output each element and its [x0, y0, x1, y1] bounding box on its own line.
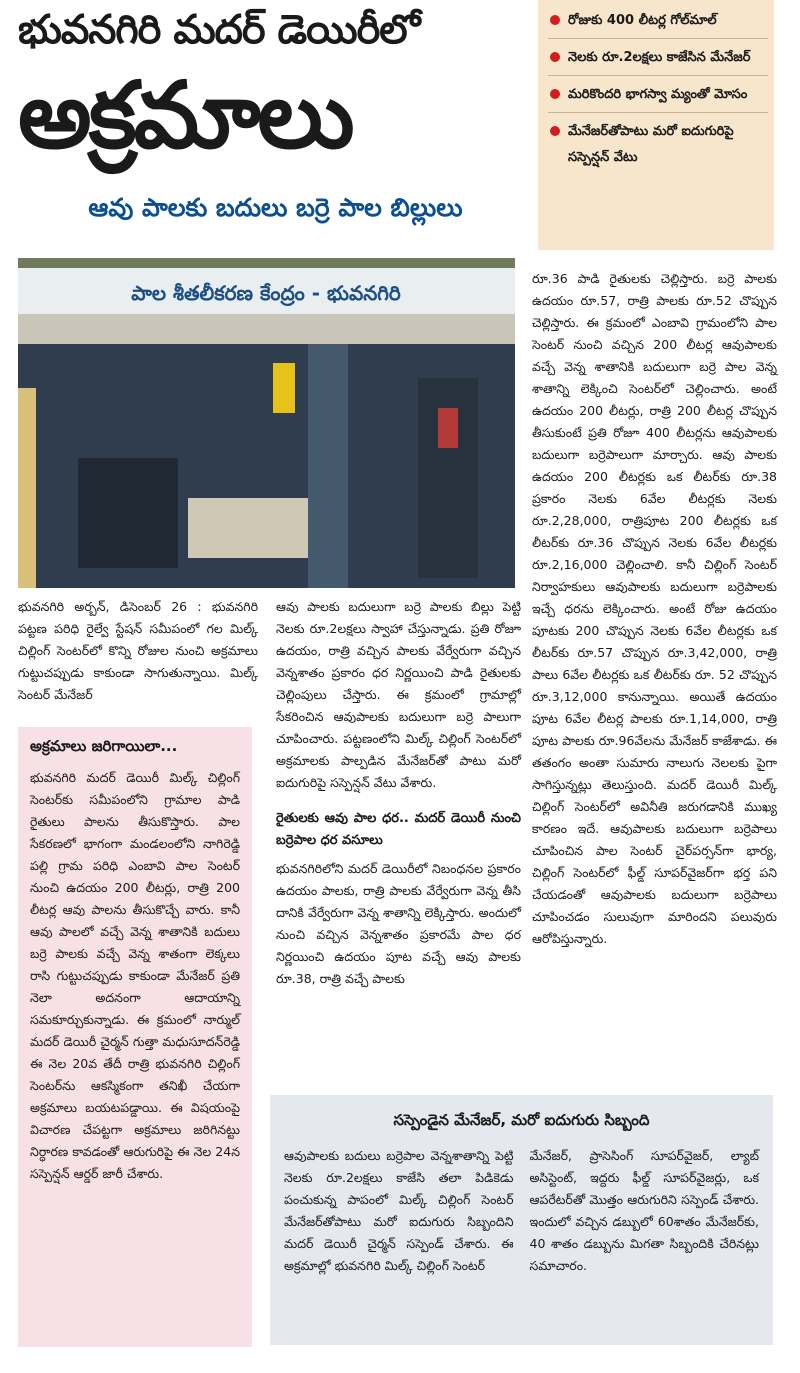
sidebar-col-2: మేనేజర్, ప్రాసెసింగ్ సూపర్‌వైజర్, ల్యాబ్ అసిస్టెంట్, ఇద్దరు ఫీల్డ్ సూపర్‌వైజర్లు, ఒక ఆపరేటర్‌తో మొత్తం ఆరుగురిని సస్పెండ్ చేశారు. ఇందులో వచ్చిన డబ్బులో 60శాతం మేనేజర్‌కు, 40 శాతం డబ్బును మిగతా సిబ్బందికి చేరినట్లు సమాచారం.	[529, 1148, 759, 1273]
subheadline: ఆవు పాలకు బదులు బర్రె పాల బిల్లులు	[88, 193, 463, 222]
col2-subheading: రైతులకు ఆవు పాల ధర.. మదర్ డెయిరీ నుంచి బర్రెపాల ధర వసూలు	[276, 811, 521, 848]
bullet-icon	[550, 52, 560, 62]
news-photo	[18, 258, 515, 588]
highlight-item: మరికొందరి భాగస్వా మ్యంతో మోసం	[548, 82, 768, 113]
column-2	[276, 596, 521, 990]
highlights-box	[538, 0, 774, 250]
bullet-icon	[550, 89, 560, 99]
photo-sign-text: పాల శీతలీకరణ కేంద్రం - భువనగిరి	[131, 281, 401, 305]
sidebar-suspended-staff	[270, 1095, 773, 1345]
headline: అక్రమాలు	[18, 62, 352, 169]
col2-paragraph-2: భువనగిరిలోని మదర్ డెయిరీలో నిబంధనల ప్రకారం ఉదయం పాలకు, రాత్రి పాలకు వేర్వేరుగా వెన్న తీసి దానికి వేర్వేరుగా వెన్న శాతాన్ని లెక్కిస్తారు. అందులో నుంచి వచ్చిన వెన్నశాతం ప్రకారమే పాల ధర నిర్ణయించి ఉదయం పూట వచ్చే ఆవు పాలకు రూ.38, రాత్రి వచ్చే పాలకు	[276, 861, 521, 986]
col2-paragraph: ఆవు పాలకు బదులుగా బర్రె పాలకు బిల్లు పెట్టి నెలకు రూ.2లక్షలు స్వాహా చేస్తున్నాడు. ప్రతి రోజూ ఉదయం, రాత్రి వచ్చిన పాలకు వేర్వేరుగా వచ్చిన వెన్నశాతం ప్రకారం ధర నిర్ణయించి పాడి రైతులకు చెల్లింపులు చేస్తారు. ఈ క్రమంలో గ్రామాల్లో సేకరించిన ఆవుపాలకు బదులుగా బర్రె పాలుగా చూపించారు. పట్టణంలోని మిల్క్ చిల్లింగ్ సెంటర్‌లో అక్రమాలకు పాల్పడిన మేనేజర్‌తో పాటు మరో ఐదుగురిపై సస్పెన్షన్ వేటు వేశారు.	[276, 599, 521, 790]
highlight-item: నెలకు రూ.2లక్షలు కాజేసిన మేనేజర్	[548, 45, 768, 76]
highlight-item: రోజుకు 400 లీటర్ల గోల్‌మాల్	[548, 8, 768, 39]
sidebar-how-it-happened	[18, 727, 252, 1347]
sidebar-body: భువనగిరి మదర్ డెయిరీ మిల్క్ చిల్లింగ్ సెంటర్‌కు సమీపంలోని గ్రామాల పాడి రైతులు పాలను తీసుకొస్తారు. పాల సేకరణలో భాగంగా మండలంలోని నాగిరెడ్డి పల్లి గ్రామ పరిధి ఎంబావి పాల సెంటర్ నుంచి ఉదయం 200 లీటర్లు, రాత్రి 200 లీటర్ల ఆవు పాలను తీసుకొచ్చే వారు. కానీ ఆవు పాలలో వచ్చే వెన్న శాతానికి బదులు బర్రె పాలకు వచ్చే వెన్న శాతంగా లెక్కలు రాసి గుట్టుచప్పుడు కాకుండా మేనేజర్ ప్రతి నెలా అదనంగా ఆదాయాన్ని సమకూర్చుకున్నాడు. ఈ క్రమంలో నార్ముల్ మదర్ డెయిరీ చైర్మన్ గుత్తా మధుసూదన్‌రెడ్డి ఈ నెల 20వ తేదీ రాత్రి భువనగిరి చిల్లింగ్ సెంటర్‌ను ఆకస్మికంగా తనిఖీ చేయగా అక్రమాలు బయటపడ్డాయి. ఈ విషయంపై విచారణ చేపట్టగా అక్రమాలు జరిగినట్టు నిర్ధారణ కావడంతో ఆరుగురిపై ఈ నెల 24న సస్పెన్షన్ ఆర్డర్ జారీ చేశారు.	[30, 770, 240, 1181]
column-3: రూ.36 పాడి రైతులకు చెల్లిస్తారు. బర్రె పాలకు ఉదయం రూ.57, రాత్రి పాలకు రూ.52 చొప్పున చెల్లిస్తారు. ఈ క్రమంలో ఎంబావి గ్రామంలోని పాల సెంటర్ నుంచి వచ్చిన 200 లీటర్ల ఆవుపాలకు వచ్చే వెన్న శాతానికి బదులుగా బర్రె పాల వెన్న శాతాన్ని లెక్కించి సెంటర్‌లో చెల్లించారు. అంటే ఉదయం 200 లీటర్లు, రాత్రి 200 లీటర్ల చొప్పున తీసుకుంటే ప్రతి రోజూ 400 లీటర్లను ఆవుపాలకు బదులుగా బర్రెపాలుగా మార్చారు. ఆవు పాలకు ఉదయం 200 లీటర్లకు ఒక లీటర్‌కు రూ.38 ప్రకారం నెలకు 6వేల లీటర్లకు నెలకు రూ.2,28,000, రాత్రిపూట 200 లీటర్లకు ఒక లీటర్‌కు రూ.36 చొప్పున నెలకు 6వేల లీటర్లకు రూ.2,16,000 చెల్లించాలి. కానీ చిల్లింగ్ సెంటర్ నిర్వాహకులు ఆవుపాలకు బదులుగా బర్రెపాలకు ఇచ్చే ధరను లెక్కించారు. అంటే రోజు ఉదయం పూటకు 200 చొప్పున నెలకు 6వేల లీటర్లకు ఒక లీటర్‌కు రూ.57 చొప్పున రూ.3,42,000, రాత్రి పాలు 6వేల లీటర్లకు ఒక లీటర్‌కు రూ. 52 చొప్పున రూ.3,12,000 కానున్నాయి. అయితే ఉదయం పూట 6వేల లీటర్ల పాలకు రూ.1,14,000, రాత్రి పూట పాలకు రూ.96వేలను మేనేజర్ కాజేశాడు. ఈ తతంగం అంతా సుమారు నాలుగు నెలలకు పైగా సాగిస్తున్నట్లు తెలుస్తుంది. మదర్ డెయిరీ మిల్క్ చిల్లింగ్ సెంటర్‌లో అవినీతి జరుగడానికి ముఖ్య కారణం ఇదే. ఆవుపాలకు బదులుగా బర్రెపాలు చూపించిన పాల సెంటర్ చైర్‌పర్సన్‌గా భార్య, చిల్లింగ్ సెంటర్‌లో ఫీల్డ్ సూపర్‌వైజర్‌గా భర్త పని చేయడంతో ఆవుపాలకు బదులుగా బర్రెపాలు చూపించడం సులువుగా మారిందని పలువురు ఆరోపిస్తున్నారు.	[532, 271, 777, 946]
sidebar-title: సస్పెండైన మేనేజర్, మరో ఐదుగురు సిబ్బంది	[393, 1111, 650, 1129]
lead-paragraph: భువనగిరి అర్బన్, డిసెంబర్ 26 : భువనగిరి పట్టణ పరిధి రైల్వే స్టేషన్ సమీపంలో గల మిల్క్ చిల్లింగ్ సెంటర్‌లో కొన్ని రోజుల నుంచి అక్రమాలు గుట్టుచప్పుడు కాకుండా సాగుతున్నాయి. మిల్క్ సెంటర్ మేనేజర్	[18, 599, 258, 702]
bullet-icon	[550, 126, 560, 136]
sidebar-title: అక్రమాలు జరిగాయిలా...	[30, 737, 178, 755]
highlight-item: మేనేజర్‌తోపాటు మరో ఐదుగురిపై సస్పెన్షన్ వేటు	[548, 119, 768, 175]
sidebar-col-1: ఆవుపాలకు బదులు బర్రెపాల వెన్నశాతాన్ని పెట్టి నెలకు రూ.2లక్షలు కాజేసి తలా పిడికెడు పంచుకున్న పాపంలో మిల్క్ చిల్లింగ్ సెంటర్ మేనేజర్‌తోపాటు మరో ఐదుగురు సిబ్బందిని మదర్ డెయిరీ చైర్మన్ సస్పెండ్ చేశారు. ఈ అక్రమాల్లో భువనగిరి మిల్క్ చిల్లింగ్ సెంటర్	[284, 1148, 514, 1273]
bullet-icon	[550, 15, 560, 25]
headline-kicker: భువనగిరి మదర్ డెయిరీలో	[18, 7, 420, 53]
